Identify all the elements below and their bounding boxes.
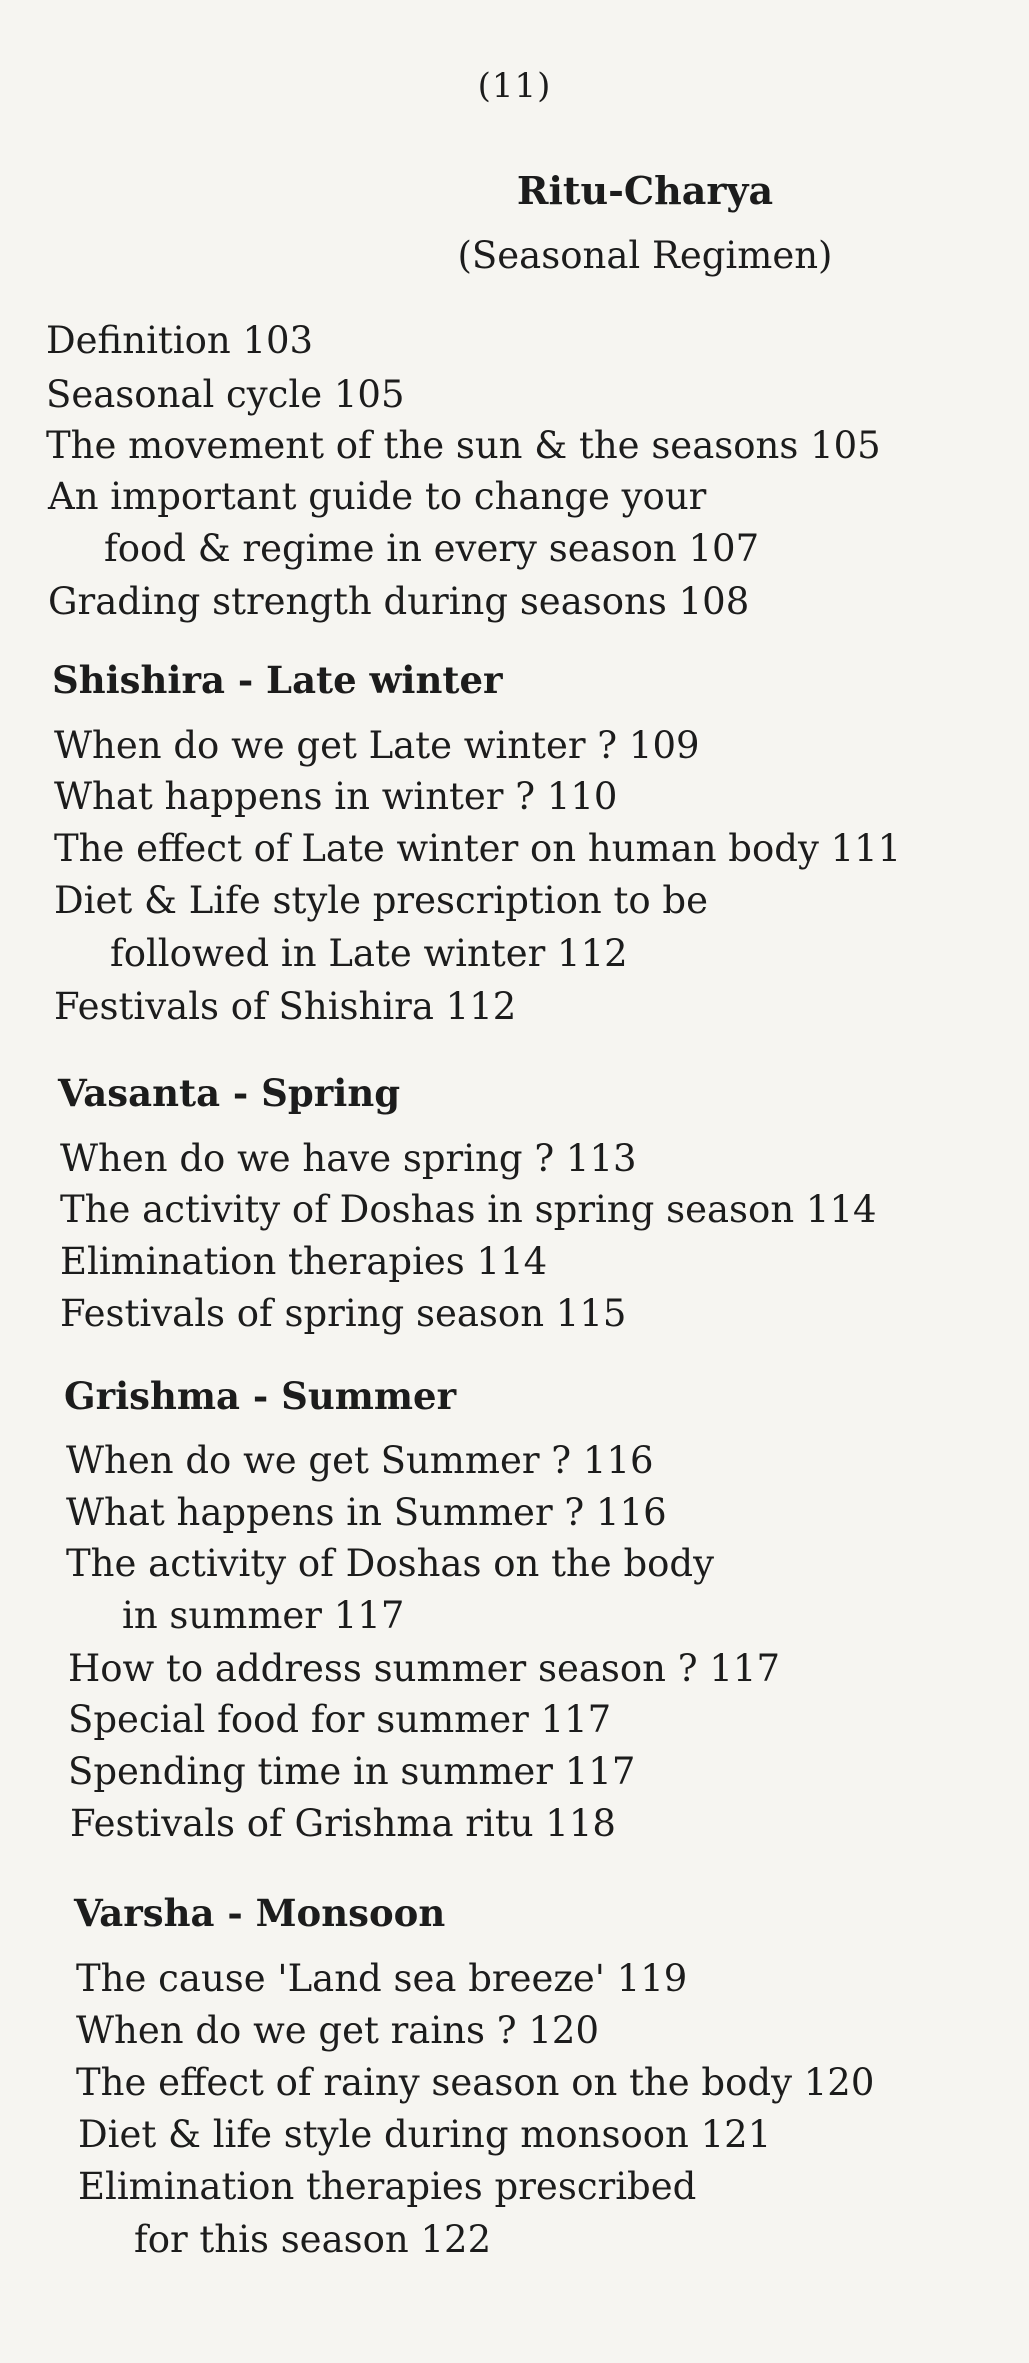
section-heading-varsha: Varsha - Monsoon [74, 1891, 446, 1935]
chapter-title: Ritu-Charya [516, 168, 774, 213]
toc-entry: Elimination therapies 114 [60, 1240, 548, 1283]
toc-entry: Festivals of Grishma ritu 118 [70, 1802, 616, 1845]
toc-entry: How to address summer season ? 117 [68, 1647, 780, 1690]
toc-entry: The activity of Doshas in spring season 114 [60, 1188, 877, 1231]
toc-entry: When do we have spring ? 113 [60, 1137, 637, 1180]
chapter-subtitle: (Seasonal Regimen) [457, 234, 833, 277]
toc-entry-continued: followed in Late winter 112 [110, 932, 628, 975]
toc-entry: The movement of the sun & the seasons 105 [46, 424, 881, 467]
toc-entry: The activity of Doshas on the body [66, 1542, 714, 1585]
toc-entry: Festivals of Shishira 112 [54, 985, 517, 1028]
page-number: (11) [477, 66, 552, 106]
toc-entry: Seasonal cycle 105 [46, 373, 405, 416]
toc-entry: Special food for summer 117 [68, 1698, 612, 1741]
toc-entry: An important guide to change your [48, 475, 707, 518]
toc-entry: The cause 'Land sea breeze' 119 [76, 1957, 688, 2000]
section-heading-vasanta: Vasanta - Spring [58, 1071, 401, 1115]
toc-entry: Grading strength during seasons 108 [48, 580, 750, 623]
toc-entry: When do we get Summer ? 116 [66, 1439, 654, 1482]
toc-entry: Elimination therapies prescribed [78, 2165, 697, 2208]
toc-entry-continued: in summer 117 [122, 1594, 405, 1637]
toc-entry: Diet & Life style prescription to be [54, 879, 708, 922]
section-heading-grishma: Grishma - Summer [64, 1374, 457, 1418]
toc-entry: When do we get Late winter ? 109 [54, 724, 700, 767]
toc-entry: The effect of Late winter on human body 111 [54, 827, 902, 870]
toc-entry: What happens in winter ? 110 [54, 775, 618, 818]
toc-entry-continued: for this season 122 [134, 2218, 492, 2261]
toc-entry-continued: food & regime in every season 107 [104, 527, 760, 570]
toc-entry: Spending time in summer 117 [68, 1750, 636, 1793]
toc-entry: What happens in Summer ? 116 [66, 1491, 667, 1534]
toc-entry: The effect of rainy season on the body 120 [76, 2061, 875, 2104]
toc-entry: When do we get rains ? 120 [76, 2009, 599, 2052]
section-heading-shishira: Shishira - Late winter [52, 658, 503, 702]
toc-entry: Diet & life style during monsoon 121 [78, 2113, 772, 2156]
toc-entry: Definition 103 [46, 319, 314, 362]
toc-entry: Festivals of spring season 115 [60, 1292, 627, 1335]
